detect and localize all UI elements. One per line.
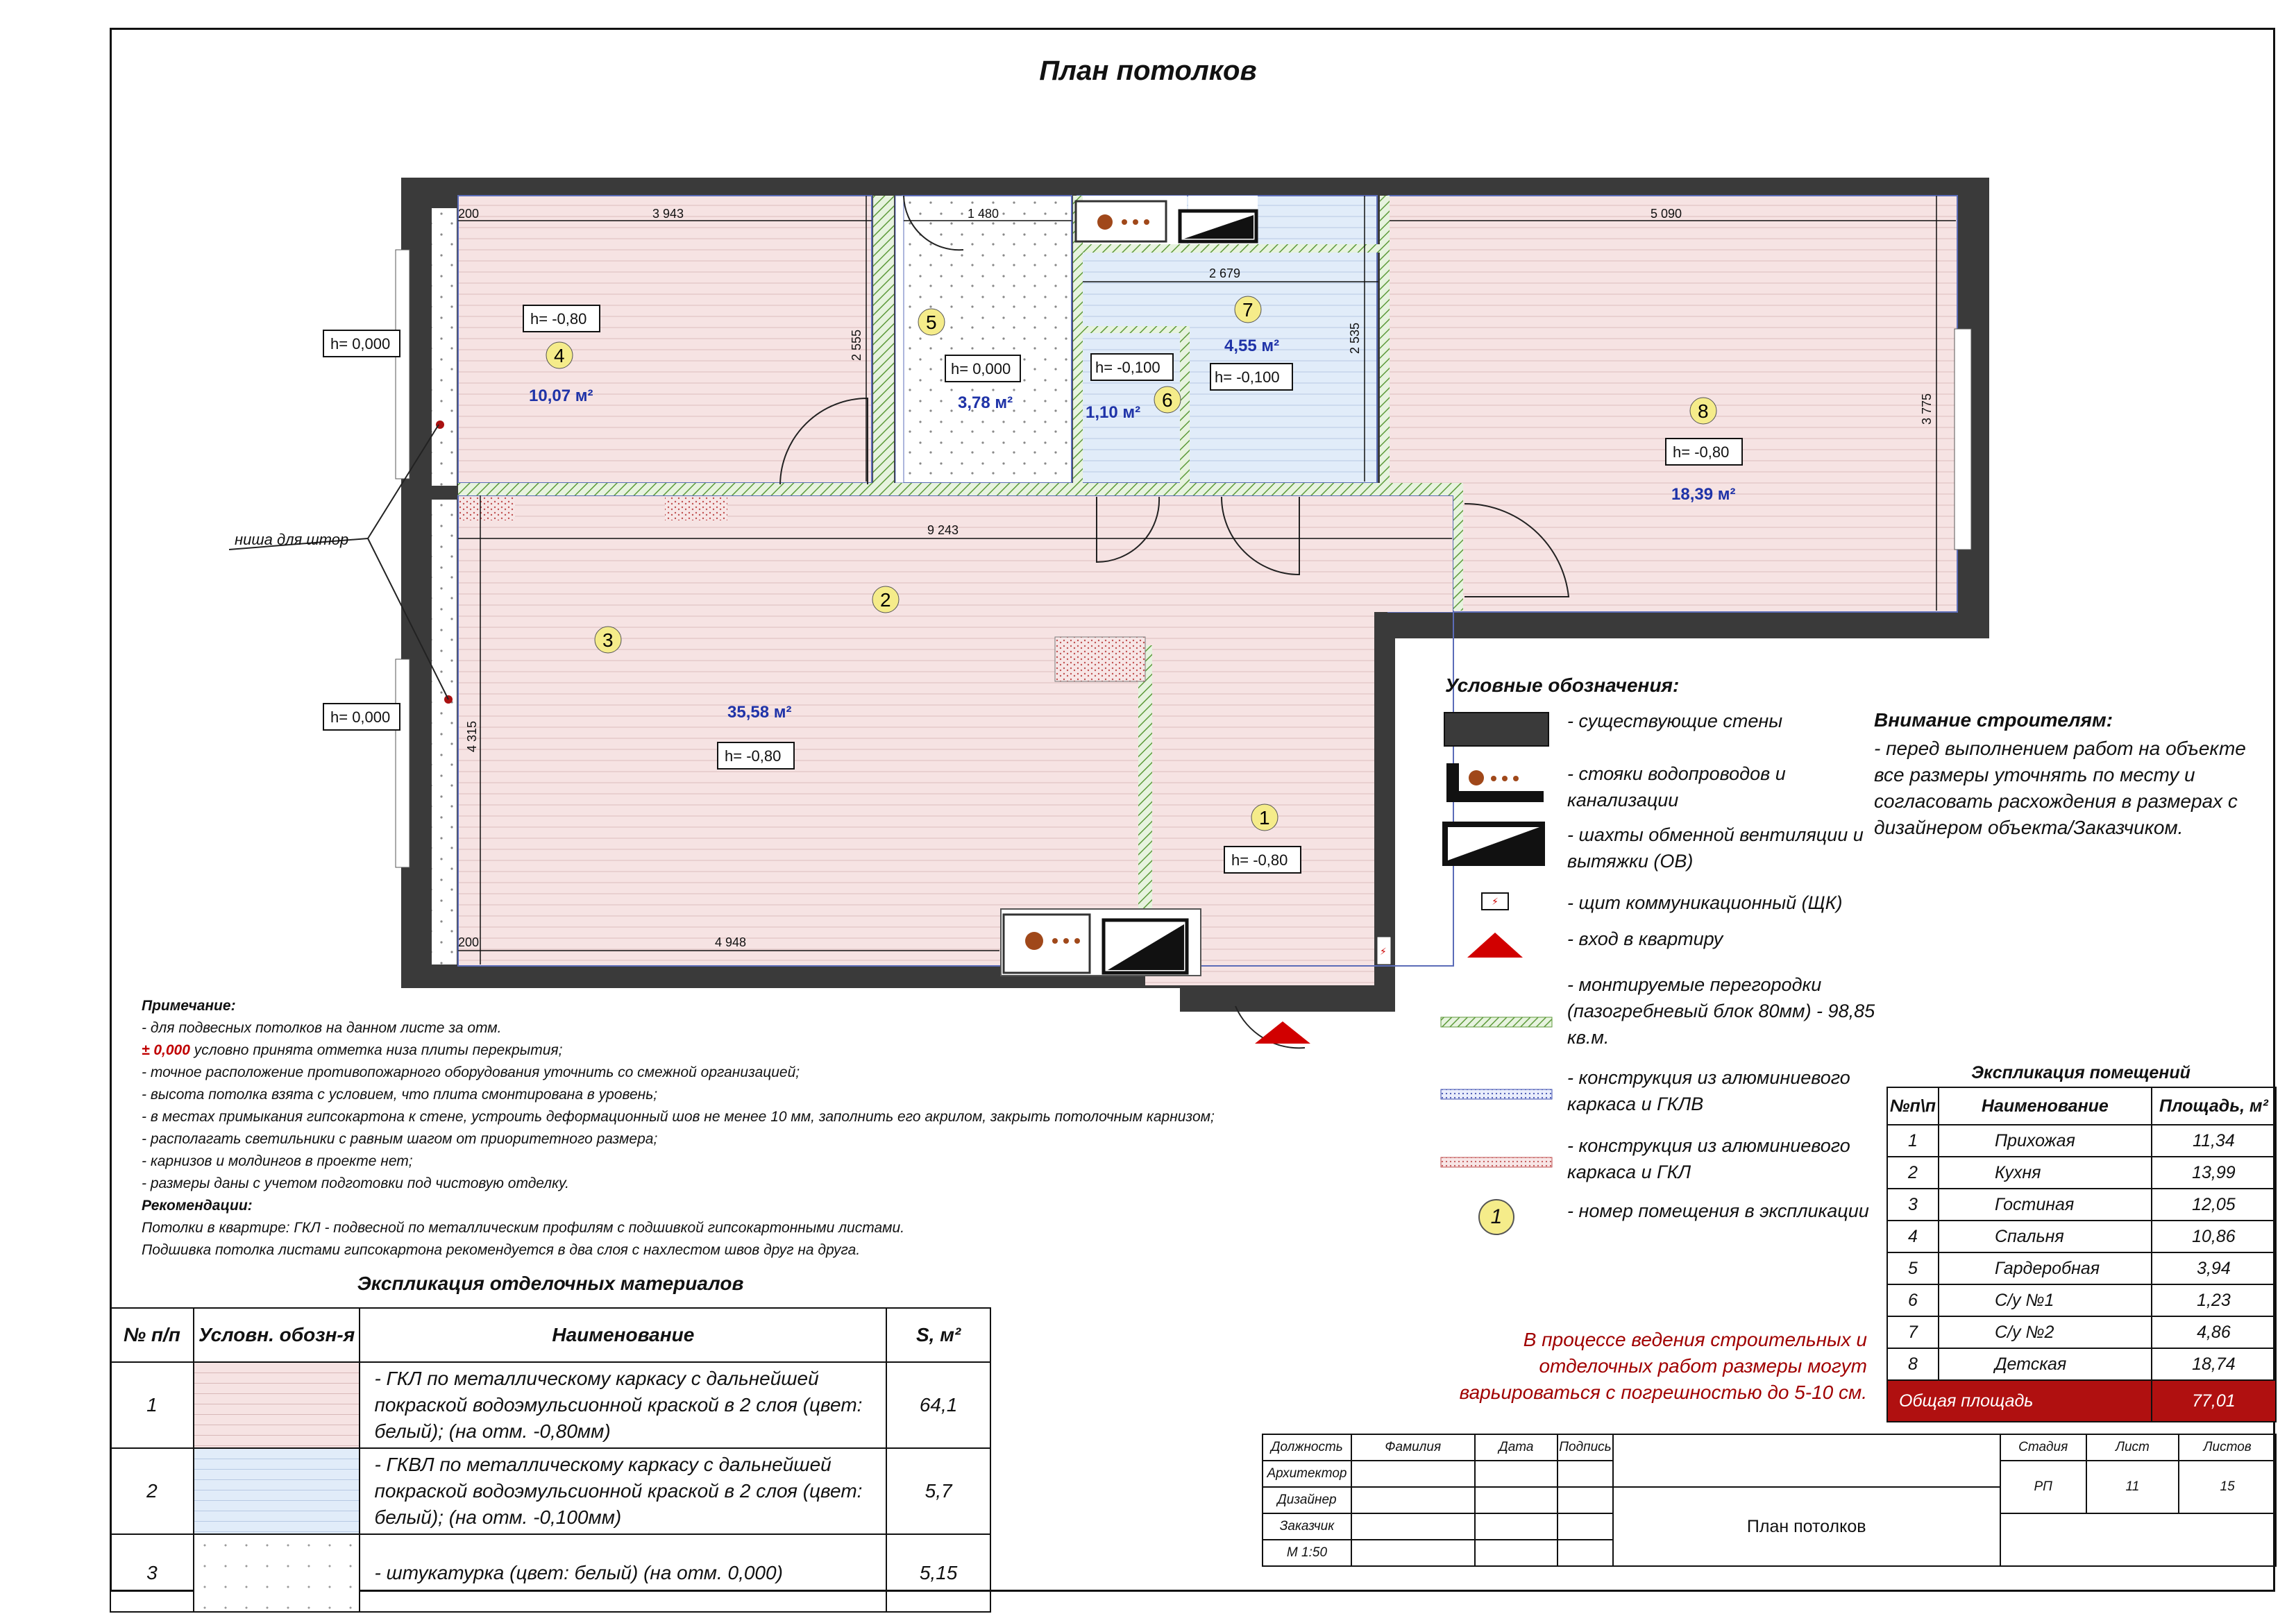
height-room-7: h= -0,100 [1215,368,1280,386]
rooms-header-name: Наименование [1939,1087,2152,1125]
room-marker-6: 6 [1162,389,1173,411]
room-number-icon: 1 [1437,1198,1541,1239]
total-row [1887,1380,2276,1422]
swatch-gkl [194,1362,360,1448]
mat-header-symbol: Условн. обозн-я [194,1308,360,1362]
dim-3775: 3 775 [1920,393,1934,425]
ventilation-shaft-icon [1437,822,1541,863]
legend-title: Условные обозначения: [1445,674,1680,696]
zero-mark: ± 0,000 [142,1042,190,1058]
gkl-icon [1437,1153,1541,1195]
height-room-8: h= -0,80 [1673,443,1730,461]
rec-line: Потолки в квартире: ГКЛ - подвесной по металлическим профилям с подшивкой гипсокартонными листами. [142,1220,905,1236]
dim-1480: 1 480 [968,207,999,221]
note-line: - располагать светильники с равным шагом от приоритетного размера; [142,1131,658,1147]
height-room-4: h= -0,80 [530,310,587,328]
rooms-table [1886,1087,2277,1422]
rooms-header-area: Площадь, м² [2152,1087,2276,1125]
table-row: 8 Детская 18,74 [1887,1348,2276,1380]
area-room-6: 1,10 м² [1086,403,1141,422]
table-row: 7 С/у №2 4,86 [1887,1316,2276,1348]
table-row: 2 Кухня 13,99 [1887,1157,2276,1189]
table-row: 4 Спальня 10,86 [1887,1221,2276,1252]
materials-table [110,1307,991,1613]
room-marker-1: 1 [1259,807,1270,829]
dim-200-bottom: 200 [458,935,480,949]
height-left-bottom: h= 0,000 [330,708,391,726]
gkvl-icon [1437,1085,1541,1127]
height-room-5: h= 0,000 [951,360,1011,377]
area-room-4: 10,07 м² [529,386,593,405]
rooms-caption: Экспликация помещений [1971,1063,2191,1082]
table-row: 1 Прихожая 11,34 [1887,1125,2276,1157]
room-marker-8: 8 [1698,400,1709,422]
area-room-7: 4,55 м² [1224,337,1280,355]
note-line: ± 0,000 условно принята отметка низа плиты перекрытия; [142,1042,563,1058]
note-line: - карнизов и молдингов в проекте нет; [142,1153,413,1169]
note-line: - размеры даны с учетом подготовки под чистовую отделку. [142,1175,569,1191]
dim-2679: 2 679 [1209,266,1241,280]
room-marker-4: 4 [554,345,565,366]
notes-heading: Примечание: [142,998,236,1014]
area-room-3: 35,58 м² [727,703,792,722]
table-row: 1 - ГКЛ по металлическому каркасу с дальнейшей покраской водоэмульсионной краской в 2 слоя (цвет: белый); (на отм. -0,80мм) 64,1 [110,1362,990,1448]
room-marker-3: 3 [602,629,614,651]
area-room-5: 3,78 м² [958,393,1013,412]
entrance-icon [1437,926,1541,967]
panel-icon: ⚡ [1437,890,1541,931]
partition-hatch-icon [1437,1013,1541,1055]
height-room-6: h= -0,100 [1095,359,1160,376]
dim-4948: 4 948 [715,935,747,949]
dim-200-top: 200 [458,207,480,221]
swatch-plaster [194,1534,360,1612]
dim-2535: 2 535 [1348,322,1362,354]
table-row: 3 - штукатурка (цвет: белый) (на отм. 0,000) 5,15 [110,1534,990,1612]
room-marker-2: 2 [880,589,891,611]
warning-body: - перед выполнением работ на объекте все размеры уточнять по месту и согласовать расхождения в размерах с дизайнером объекта/Заказчиком. [1874,738,2246,838]
height-room-3: h= -0,80 [725,747,782,765]
legend-symbol-walls [1437,708,1541,749]
room-marker-7: 7 [1242,299,1253,321]
height-left-top: h= 0,000 [330,335,391,352]
height-room-1: h= -0,80 [1231,851,1288,869]
sheet-title: План потолков [1613,1487,2000,1566]
dim-4315: 4 315 [465,720,479,752]
dim-9243: 9 243 [927,523,959,537]
recommendations-heading: Рекомендации: [142,1198,253,1214]
dim-5090: 5 090 [1651,207,1682,221]
page-title: План потолков [1039,56,1257,86]
total-value: 77,01 [2152,1380,2276,1422]
electrical-panel-icon [1377,937,1391,965]
table-row: 5 Гардеробная 3,94 [1887,1252,2276,1284]
niche-label: ниша для штор [235,531,349,548]
warning-title: Внимание строителям: [1874,709,2113,731]
mat-header-area: S, м² [886,1308,990,1362]
tolerance-note: В процессе ведения строительных и отделочных работ размеры могут варьироваться с погрешностью до 5-10 см. [1459,1329,1867,1403]
dim-2555: 2 555 [850,329,863,361]
table-row: 2 - ГКВЛ по металлическому каркасу с дальнейшей покраской водоэмульсионной краской в 2 слоя (цвет: белый); (на отм. -0,100мм) 5,7 [110,1448,990,1534]
dim-3943: 3 943 [652,207,684,221]
note-line: - точное расположение противопожарного оборудования уточнить со смежной организацией; [142,1064,800,1080]
note-line: - высота потолка взята с условием, что плита смонтирована в уровень; [142,1087,658,1103]
room-5-ceiling [902,196,1072,483]
riser-icon [1437,760,1541,802]
materials-caption: Экспликация отделочных материалов [357,1273,744,1294]
mat-header-name: Наименование [360,1308,886,1362]
title-block: Должность Фамилия Дата Подпись Стадия Лист Листов Архитектор РП 11 15 Дизайнер План потолков Заказчик М 1:50 [1262,1434,2277,1567]
note-line: - для подвесных потолков на данном листе за отм. [142,1020,502,1036]
table-row: 3 Гостиная 12,05 [1887,1189,2276,1221]
room-4-ceiling [458,196,872,483]
area-room-8: 18,39 м² [1671,485,1736,504]
rec-line: Подшивка потолка листами гипсокартона рекомендуется в два слоя с нахлестом швов друг на друга. [142,1242,861,1258]
rooms-header-num: №п\п [1887,1087,1939,1125]
notes [142,995,1322,1261]
total-label: Общая площадь [1887,1380,2152,1422]
room-marker-5: 5 [926,312,937,333]
room-8-ceiling [1388,196,1957,612]
table-row: 6 С/у №1 1,23 [1887,1284,2276,1316]
swatch-gkvl [194,1448,360,1534]
note-line: - в местах примыкания гипсокартона к стене, устроить деформационный шов не менее 10 мм, заполнить его акрилом, закрыть потолочным карнизом; [142,1109,1215,1125]
mat-header-num: № п/п [110,1308,194,1362]
room-2-3-ceiling [458,495,1453,985]
svg-text:⚡: ⚡ [1380,946,1387,957]
